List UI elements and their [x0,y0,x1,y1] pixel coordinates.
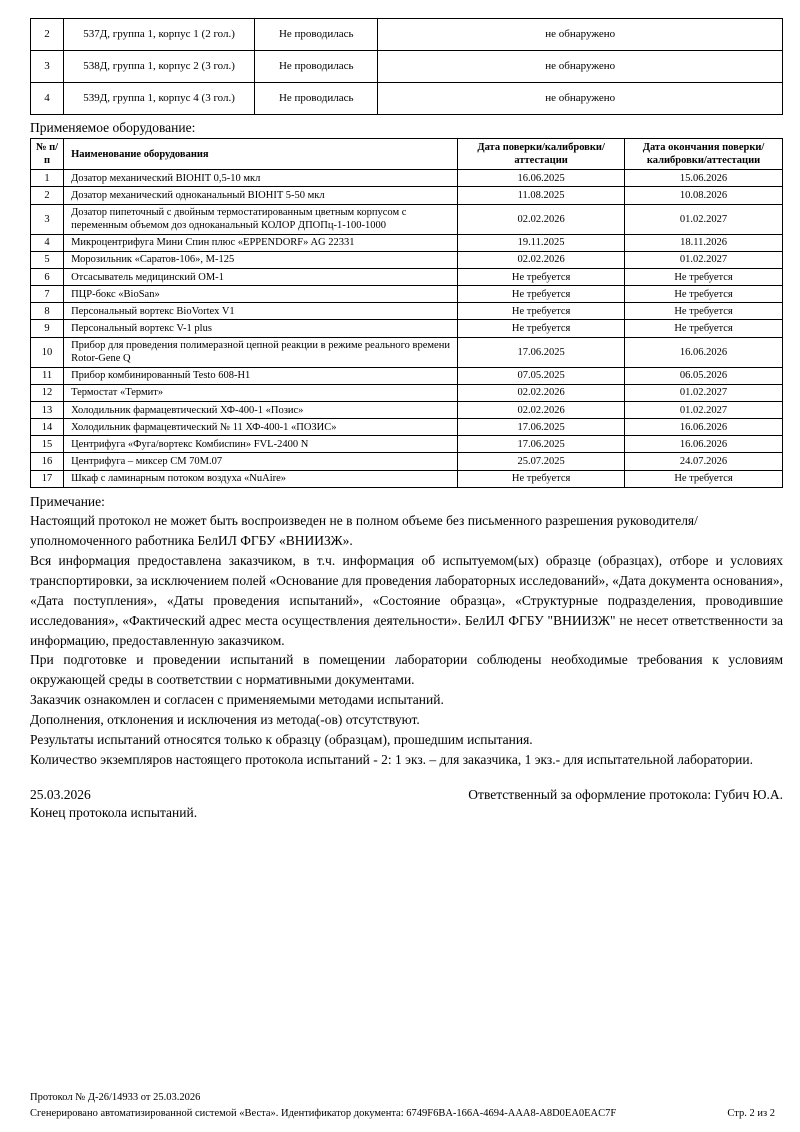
calibration-expiry-cell: 01.02.2027 [625,384,783,401]
calibration-expiry-cell: 24.07.2026 [625,453,783,470]
protocol-date: 25.03.2026 [30,787,91,803]
equipment-row [31,337,783,367]
equipment-row-number: 14 [31,419,64,436]
result-row-number: 4 [31,83,64,115]
footer-document-id: Сгенерировано автоматизированной системой «Веста». Идентификатор документа: 6749F6BA-166A-4694-AAA8-A8D0EA0EAC7F [30,1108,617,1120]
calibration-date-cell: 02.02.2026 [458,204,625,234]
equipment-row [31,286,783,303]
equipment-row-number: 7 [31,286,64,303]
equipment-section-title: Применяемое оборудование: [30,120,196,135]
responsible-person: Ответственный за оформление протокола: Губич Ю.А. [468,787,783,803]
equipment-name-cell: Термостат «Термит» [64,384,458,401]
equipment-row-number: 6 [31,269,64,286]
sample-id-cell: 537Д, группа 1, корпус 1 (2 гол.) [64,19,255,51]
equipment-name-cell: Дозатор механический одноканальный BIOHIT 5-50 мкл [64,187,458,204]
calibration-expiry-cell: 01.02.2027 [625,204,783,234]
calibration-expiry-cell: 10.08.2026 [625,187,783,204]
sample-id-cell: 538Д, группа 1, корпус 2 (3 гол.) [64,51,255,83]
calibration-date-cell: 02.02.2026 [458,251,625,268]
result-row-number: 3 [31,51,64,83]
equipment-name-cell: Дозатор механический BIOHIT 0,5-10 мкл [64,170,458,187]
sample-id-cell: 539Д, группа 1, корпус 4 (3 гол.) [64,83,255,115]
equipment-row [31,320,783,337]
equipment-row-number: 5 [31,251,64,268]
results-table-row [31,51,783,83]
calibration-date-cell: 02.02.2026 [458,402,625,419]
test-result-cell: не обнаружено [378,51,783,83]
equipment-row [31,402,783,419]
equipment-name-cell: Морозильник «Саратов-106», М-125 [64,251,458,268]
calibration-date-cell: Не требуется [458,320,625,337]
notes-title: Примечание: [30,493,105,509]
document-footer [30,1090,783,1123]
equipment-name-cell: Персональный вортекс BioVortex V1 [64,303,458,320]
footer-generated-line [30,1106,783,1122]
calibration-date-cell: Не требуется [458,286,625,303]
calibration-expiry-cell: Не требуется [625,320,783,337]
equipment-row [31,436,783,453]
calibration-expiry-cell: 06.05.2026 [625,367,783,384]
equipment-name-cell: ПЦР-бокс «BioSan» [64,286,458,303]
equipment-row-number: 17 [31,470,64,487]
equipment-row [31,367,783,384]
note-paragraph: Дополнения, отклонения и исключения из метода(-ов) отсутствуют. [30,711,420,727]
equipment-row-number: 13 [31,402,64,419]
col-header-num: № п/п [31,139,64,170]
calibration-date-cell: Не требуется [458,269,625,286]
note-paragraph: Количество экземпляров настоящего протокола испытаний - 2: 1 экз. – для заказчика, 1 экз.- для испытательной лаборатории. [30,751,753,767]
equipment-name-cell: Дозатор пипеточный с двойным термостатированным цветным корпусом с переменным объемом доз одноканальный КОЛОР ДПОПц-1-100-1000 [64,204,458,234]
col-header-name: Наименование оборудования [64,139,458,170]
equipment-row-number: 15 [31,436,64,453]
calibration-date-cell: 17.06.2025 [458,337,625,367]
equipment-row [31,470,783,487]
equipment-row [31,234,783,251]
calibration-date-cell: 17.06.2025 [458,436,625,453]
calibration-expiry-cell: Не требуется [625,303,783,320]
equipment-row-number: 12 [31,384,64,401]
calibration-date-cell: 07.05.2025 [458,367,625,384]
calibration-expiry-cell: Не требуется [625,470,783,487]
notes-section [30,492,783,770]
equipment-row-number: 4 [31,234,64,251]
note-paragraph: Результаты испытаний относятся только к образцу (образцам), прошедшим испытания. [30,731,533,747]
equipment-table-body [31,170,783,487]
equipment-row [31,170,783,187]
test-result-cell: не обнаружено [378,83,783,115]
calibration-expiry-cell: 01.02.2027 [625,251,783,268]
equipment-name-cell: Шкаф с ламинарным потоком воздуха «NuAire» [64,470,458,487]
equipment-row [31,419,783,436]
calibration-date-cell: Не требуется [458,470,625,487]
col-header-date-to: Дата окончания поверки/калибровки/аттестации [625,139,783,170]
footer-page-number: Стр. 2 из 2 [727,1108,775,1120]
calibration-expiry-cell: 01.02.2027 [625,402,783,419]
equipment-row-number: 9 [31,320,64,337]
results-table [30,18,783,115]
equipment-name-cell: Холодильник фармацевтический № 11 ХФ-400-1 «ПОЗИС» [64,419,458,436]
calibration-date-cell: 02.02.2026 [458,384,625,401]
equipment-row [31,251,783,268]
calibration-date-cell: 11.08.2025 [458,187,625,204]
equipment-table [30,138,783,488]
equipment-row-number: 8 [31,303,64,320]
note-paragraph: Вся информация предоставлена заказчиком, в т.ч. информация об испытуемом(ых) образце (образцах), отборе и условиях транспортировки, за исключением полей «Основание для проведения лабораторных исследований», «Дата документа основания», «Дата поступления», «Даты проведения испытаний», «Состояние образца», «Структурные подразделения, проводившие исследования», «Фактический адрес места осуществления деятельности». БелИЛ ФГБУ "ВНИИЗЖ" не несет ответственности за информацию, предоставленную заказчиком. [30,553,783,648]
equipment-header-row [31,139,783,170]
signoff-row [30,787,783,803]
equipment-row-number: 11 [31,367,64,384]
calibration-expiry-cell: 16.06.2026 [625,337,783,367]
equipment-name-cell: Отсасыватель медицинский ОМ-1 [64,269,458,286]
test-result-cell: не обнаружено [378,19,783,51]
calibration-date-cell: 17.06.2025 [458,419,625,436]
equipment-name-cell: Прибор комбинированный Testo 608-H1 [64,367,458,384]
note-paragraph: При подготовке и проведении испытаний в помещении лаборатории соблюдены необходимые требования к условиям окружающей среды в соответствии с нормативными документами. [30,652,783,688]
note-paragraph: Настоящий протокол не может быть воспроизведен не в полном объеме без письменного разрешения руководителя/уполномоченного работника БелИЛ ФГБУ «ВНИИЗЖ». [30,513,698,549]
calibration-date-cell: 16.06.2025 [458,170,625,187]
test-status-cell: Не проводилась [255,83,378,115]
calibration-expiry-cell: 16.06.2026 [625,419,783,436]
equipment-name-cell: Прибор для проведения полимеразной цепной реакции в режиме реального времени Rotor-Gene Q [64,337,458,367]
equipment-name-cell: Центрифуга «Фуга/вортекс Комбиспин» FVL-2400 N [64,436,458,453]
equipment-row [31,453,783,470]
equipment-name-cell: Холодильник фармацевтический ХФ-400-1 «Позис» [64,402,458,419]
col-header-date-from: Дата поверки/калибровки/аттестации [458,139,625,170]
calibration-date-cell: Не требуется [458,303,625,320]
note-paragraph: Заказчик ознакомлен и согласен с применяемыми методами испытаний. [30,692,444,708]
calibration-expiry-cell: 16.06.2026 [625,436,783,453]
result-row-number: 2 [31,19,64,51]
equipment-row [31,384,783,401]
calibration-date-cell: 19.11.2025 [458,234,625,251]
equipment-name-cell: Микроцентрифуга Мини Спин плюс «EPPENDORF» AG 22331 [64,234,458,251]
equipment-row [31,269,783,286]
calibration-expiry-cell: 18.11.2026 [625,234,783,251]
equipment-row-number: 3 [31,204,64,234]
equipment-table-header [31,139,783,170]
equipment-name-cell: Персональный вортекс V-1 plus [64,320,458,337]
equipment-row-number: 16 [31,453,64,470]
results-table-body [31,19,783,115]
results-table-row [31,83,783,115]
equipment-row-number: 2 [31,187,64,204]
equipment-name-cell: Центрифуга – миксер СМ 70М.07 [64,453,458,470]
equipment-row-number: 10 [31,337,64,367]
equipment-row-number: 1 [31,170,64,187]
equipment-row [31,303,783,320]
test-status-cell: Не проводилась [255,19,378,51]
calibration-expiry-cell: Не требуется [625,286,783,303]
footer-protocol-number: Протокол № Д-26/14933 от 25.03.2026 [30,1092,201,1103]
equipment-row [31,187,783,204]
calibration-expiry-cell: Не требуется [625,269,783,286]
test-status-cell: Не проводилась [255,51,378,83]
results-table-row [31,19,783,51]
end-of-protocol-line: Конец протокола испытаний. [30,805,198,821]
equipment-row [31,204,783,234]
calibration-expiry-cell: 15.06.2026 [625,170,783,187]
calibration-date-cell: 25.07.2025 [458,453,625,470]
